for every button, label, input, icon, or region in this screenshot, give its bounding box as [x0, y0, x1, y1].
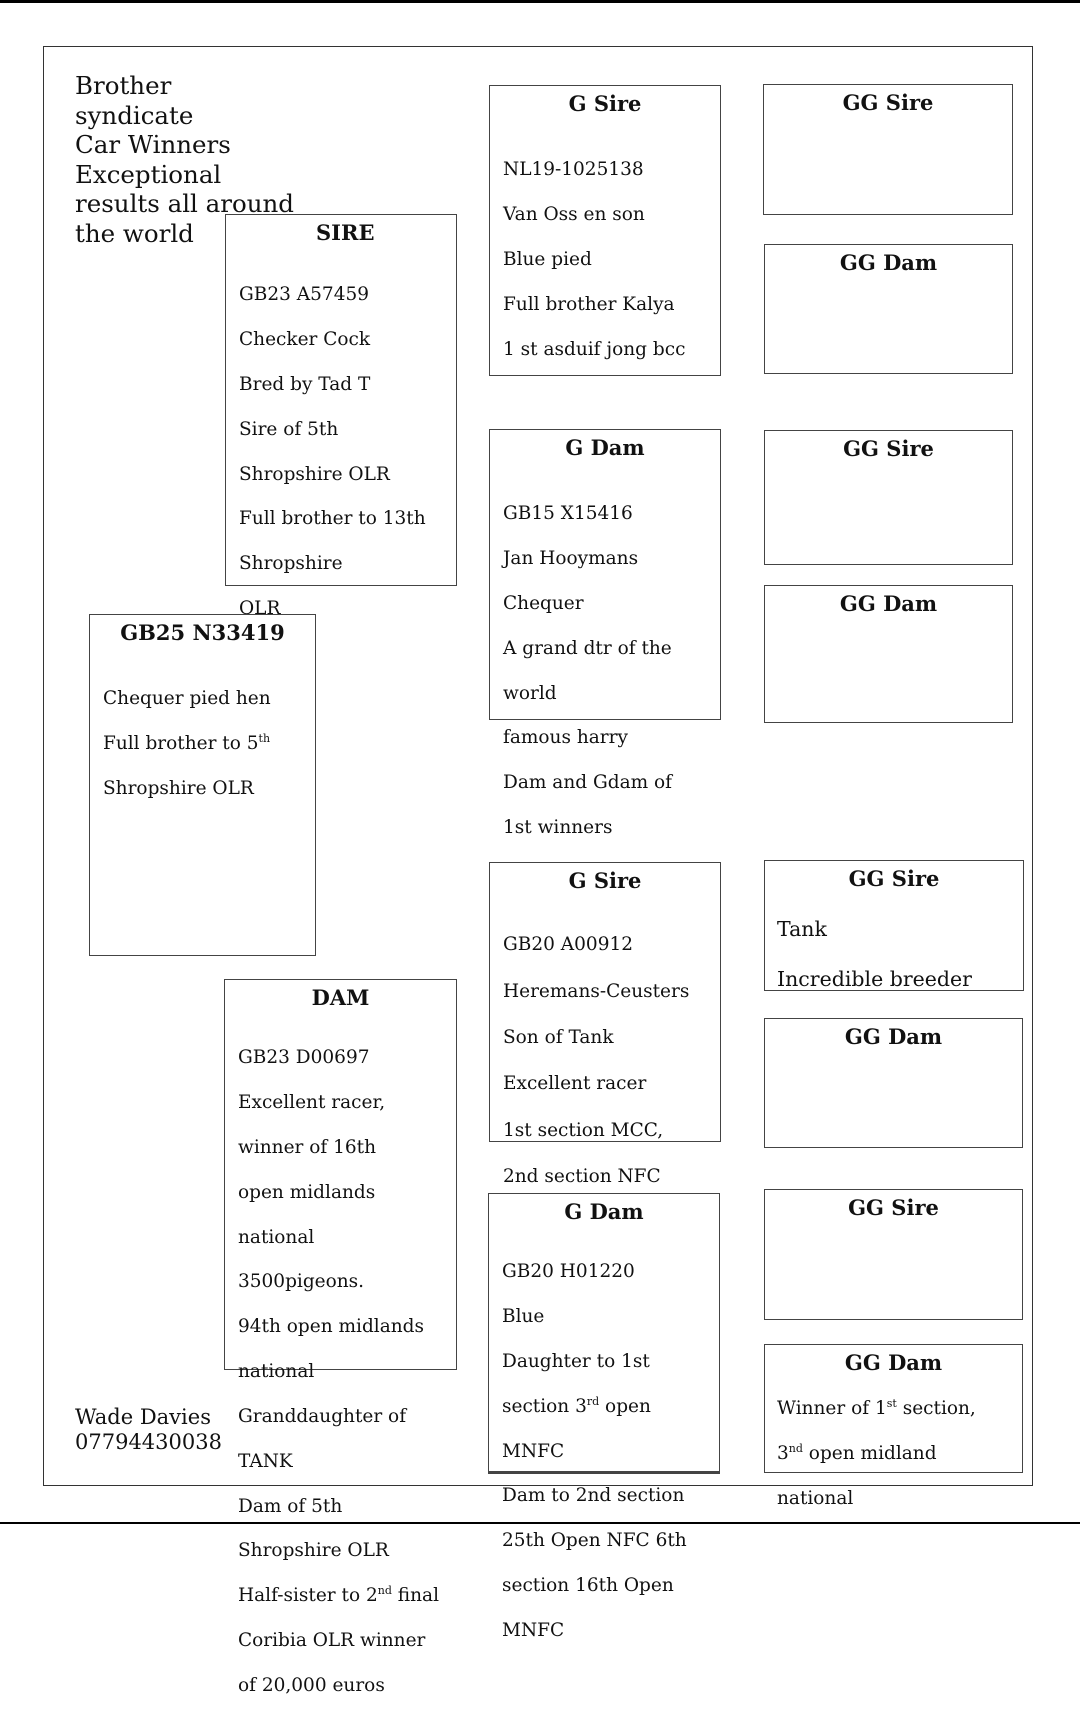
box-line: Coribia OLR winner: [238, 1629, 426, 1651]
box-line: MNFC: [502, 1440, 565, 1462]
box-line: GB15 X15416: [503, 503, 633, 525]
box-title: G Sire: [568, 91, 642, 116]
box-title: GG Sire: [848, 866, 940, 891]
box-line: Blue: [502, 1306, 545, 1328]
box-line: Chequer pied hen: [103, 688, 271, 710]
box-line: open midlands: [238, 1181, 376, 1203]
gg-sire-box: [764, 430, 1013, 565]
g-sire-bottom-box: [489, 862, 721, 1188]
box-line: of 20,000 euros: [238, 1674, 385, 1696]
box-title: GG Sire: [842, 90, 934, 115]
box-line: national: [777, 1488, 854, 1510]
box-body: [765, 892, 1023, 1017]
box-line: world: [503, 682, 557, 704]
box-line: Heremans-Ceusters: [503, 980, 690, 1002]
box-line: Dam to 2nd section: [502, 1485, 685, 1507]
box-line: Dam of 5th: [238, 1495, 343, 1517]
box-line: Shropshire: [239, 553, 343, 575]
gg-dam-box: [764, 1344, 1023, 1510]
box-line: Incredible breeder: [777, 967, 972, 991]
superscript: rd: [586, 1394, 600, 1408]
box-body: [225, 1025, 456, 1720]
dam-box: [224, 979, 457, 1696]
header-line: the world: [75, 218, 194, 248]
box-line: Shropshire OLR: [103, 778, 254, 800]
contact-phone[interactable]: 07794430038: [75, 1430, 222, 1454]
box-title: G Sire: [568, 868, 642, 893]
box-line: 3500pigeons.: [238, 1271, 365, 1293]
box-line: GB20 A00912: [503, 934, 634, 956]
box-title: GG Sire: [843, 436, 934, 461]
gg-dam-box: [764, 585, 1013, 723]
box-line-text: open: [599, 1395, 651, 1417]
box-line-text: open midland: [802, 1443, 937, 1465]
box-line: Chequer: [503, 593, 584, 615]
gg-dam-box: [764, 244, 1013, 374]
header-line: Exceptional: [75, 159, 222, 189]
subject-ring-number: GB25 N33419: [120, 620, 285, 645]
box-line: section 16th Open: [502, 1575, 674, 1597]
superscript: nd: [377, 1584, 392, 1597]
box-line: Checker Cock: [239, 329, 371, 351]
box-body: [490, 481, 720, 862]
box-body: [490, 137, 720, 383]
box-line: OLR: [239, 598, 281, 620]
box-line: [238, 1585, 456, 1607]
box-body: [490, 910, 720, 1212]
box-line-text: Half-sister to 2: [238, 1585, 378, 1607]
box-line: NL19-1025138: [503, 159, 644, 181]
box-line: GB23 D00697: [238, 1047, 370, 1069]
box-line: Dam and Gdam of: [503, 772, 673, 794]
box-line: Sire of 5th: [239, 418, 339, 440]
box-body: [765, 1376, 1022, 1533]
box-body: [489, 1239, 719, 1665]
gg-sire-box: [764, 860, 1024, 991]
subject-box: [89, 614, 316, 956]
box-title: GG Dam: [844, 1350, 943, 1375]
box-line: Jan Hooymans: [503, 548, 639, 570]
box-line: Full brother Kalya: [503, 293, 675, 315]
box-line: [502, 1396, 719, 1418]
top-rule: [0, 0, 1080, 3]
box-line: 2nd section NFC: [503, 1166, 661, 1188]
superscript: nd: [788, 1442, 803, 1456]
box-title: GG Dam: [839, 250, 938, 275]
box-line-text: Full brother to 5: [103, 733, 259, 755]
box-line-text: Winner of 1: [777, 1398, 887, 1420]
contact-block: [75, 1405, 222, 1455]
header-line: Brother: [75, 71, 172, 100]
box-line: GB23 A57459: [239, 284, 370, 306]
box-title: DAM: [311, 985, 370, 1010]
box-line: famous harry: [503, 727, 628, 749]
box-line: Shropshire OLR: [239, 463, 390, 485]
box-line: GB20 H01220: [502, 1261, 635, 1283]
box-line: [777, 1398, 1022, 1420]
header-line: syndicate: [75, 100, 194, 130]
contact-name: Wade Davies: [75, 1405, 211, 1429]
gg-dam-box: [764, 1018, 1023, 1148]
box-title: SIRE: [316, 220, 375, 245]
sire-box: [225, 214, 457, 620]
g-dam-top-box: [489, 429, 721, 839]
box-line: [777, 1443, 1022, 1465]
superscript: th: [258, 732, 271, 746]
box-line: 25th Open NFC 6th: [502, 1530, 687, 1552]
superscript: st: [886, 1397, 897, 1411]
box-line-text: section,: [896, 1398, 976, 1420]
header-line: results all around: [75, 189, 294, 218]
box-line: 94th open midlands: [238, 1316, 424, 1338]
box-line-text: final: [391, 1585, 439, 1607]
box-title: G Dam: [565, 435, 645, 460]
g-dam-bottom-box: [488, 1193, 720, 1641]
box-line: Full brother to 13th: [239, 508, 426, 530]
box-body: [226, 262, 456, 643]
box-line: TANK: [238, 1450, 293, 1472]
box-line: Granddaughter of: [238, 1405, 407, 1427]
box-line: Van Oss en son: [503, 204, 645, 226]
box-line: 1 st asduif jong bcc: [503, 338, 686, 360]
box-line: Excellent racer: [503, 1073, 647, 1095]
box-line: winner of 16th: [238, 1137, 377, 1159]
g-sire-top-box: [489, 85, 721, 376]
box-line: [103, 733, 315, 755]
box-title: GG Sire: [848, 1195, 939, 1220]
box-line: Bred by Tad T: [239, 374, 371, 396]
box-line: Daughter to 1st: [502, 1351, 650, 1373]
header-line: Car Winners: [75, 130, 231, 159]
box-line: Son of Tank: [503, 1027, 614, 1049]
box-line-text: section 3: [502, 1395, 587, 1417]
box-body: [90, 666, 315, 823]
box-line-text: 3: [777, 1443, 789, 1465]
box-line: 1st winners: [503, 817, 613, 839]
gg-sire-box: [764, 1189, 1023, 1320]
box-line: MNFC: [502, 1619, 565, 1641]
box-line: national: [238, 1361, 315, 1383]
box-line: Blue pied: [503, 249, 592, 271]
box-line: A grand dtr of the: [503, 637, 672, 659]
box-line: Excellent racer,: [238, 1092, 386, 1114]
box-line: 1st section MCC,: [503, 1119, 664, 1141]
gg-sire-box: [763, 84, 1013, 215]
box-line: Tank: [777, 917, 827, 941]
box-title: GG Dam: [844, 1024, 943, 1049]
box-title: GG Dam: [839, 591, 938, 616]
header-text: [75, 71, 294, 248]
box-line: Shropshire OLR: [238, 1540, 389, 1562]
box-line: national: [238, 1226, 315, 1248]
box-title: G Dam: [564, 1199, 644, 1224]
